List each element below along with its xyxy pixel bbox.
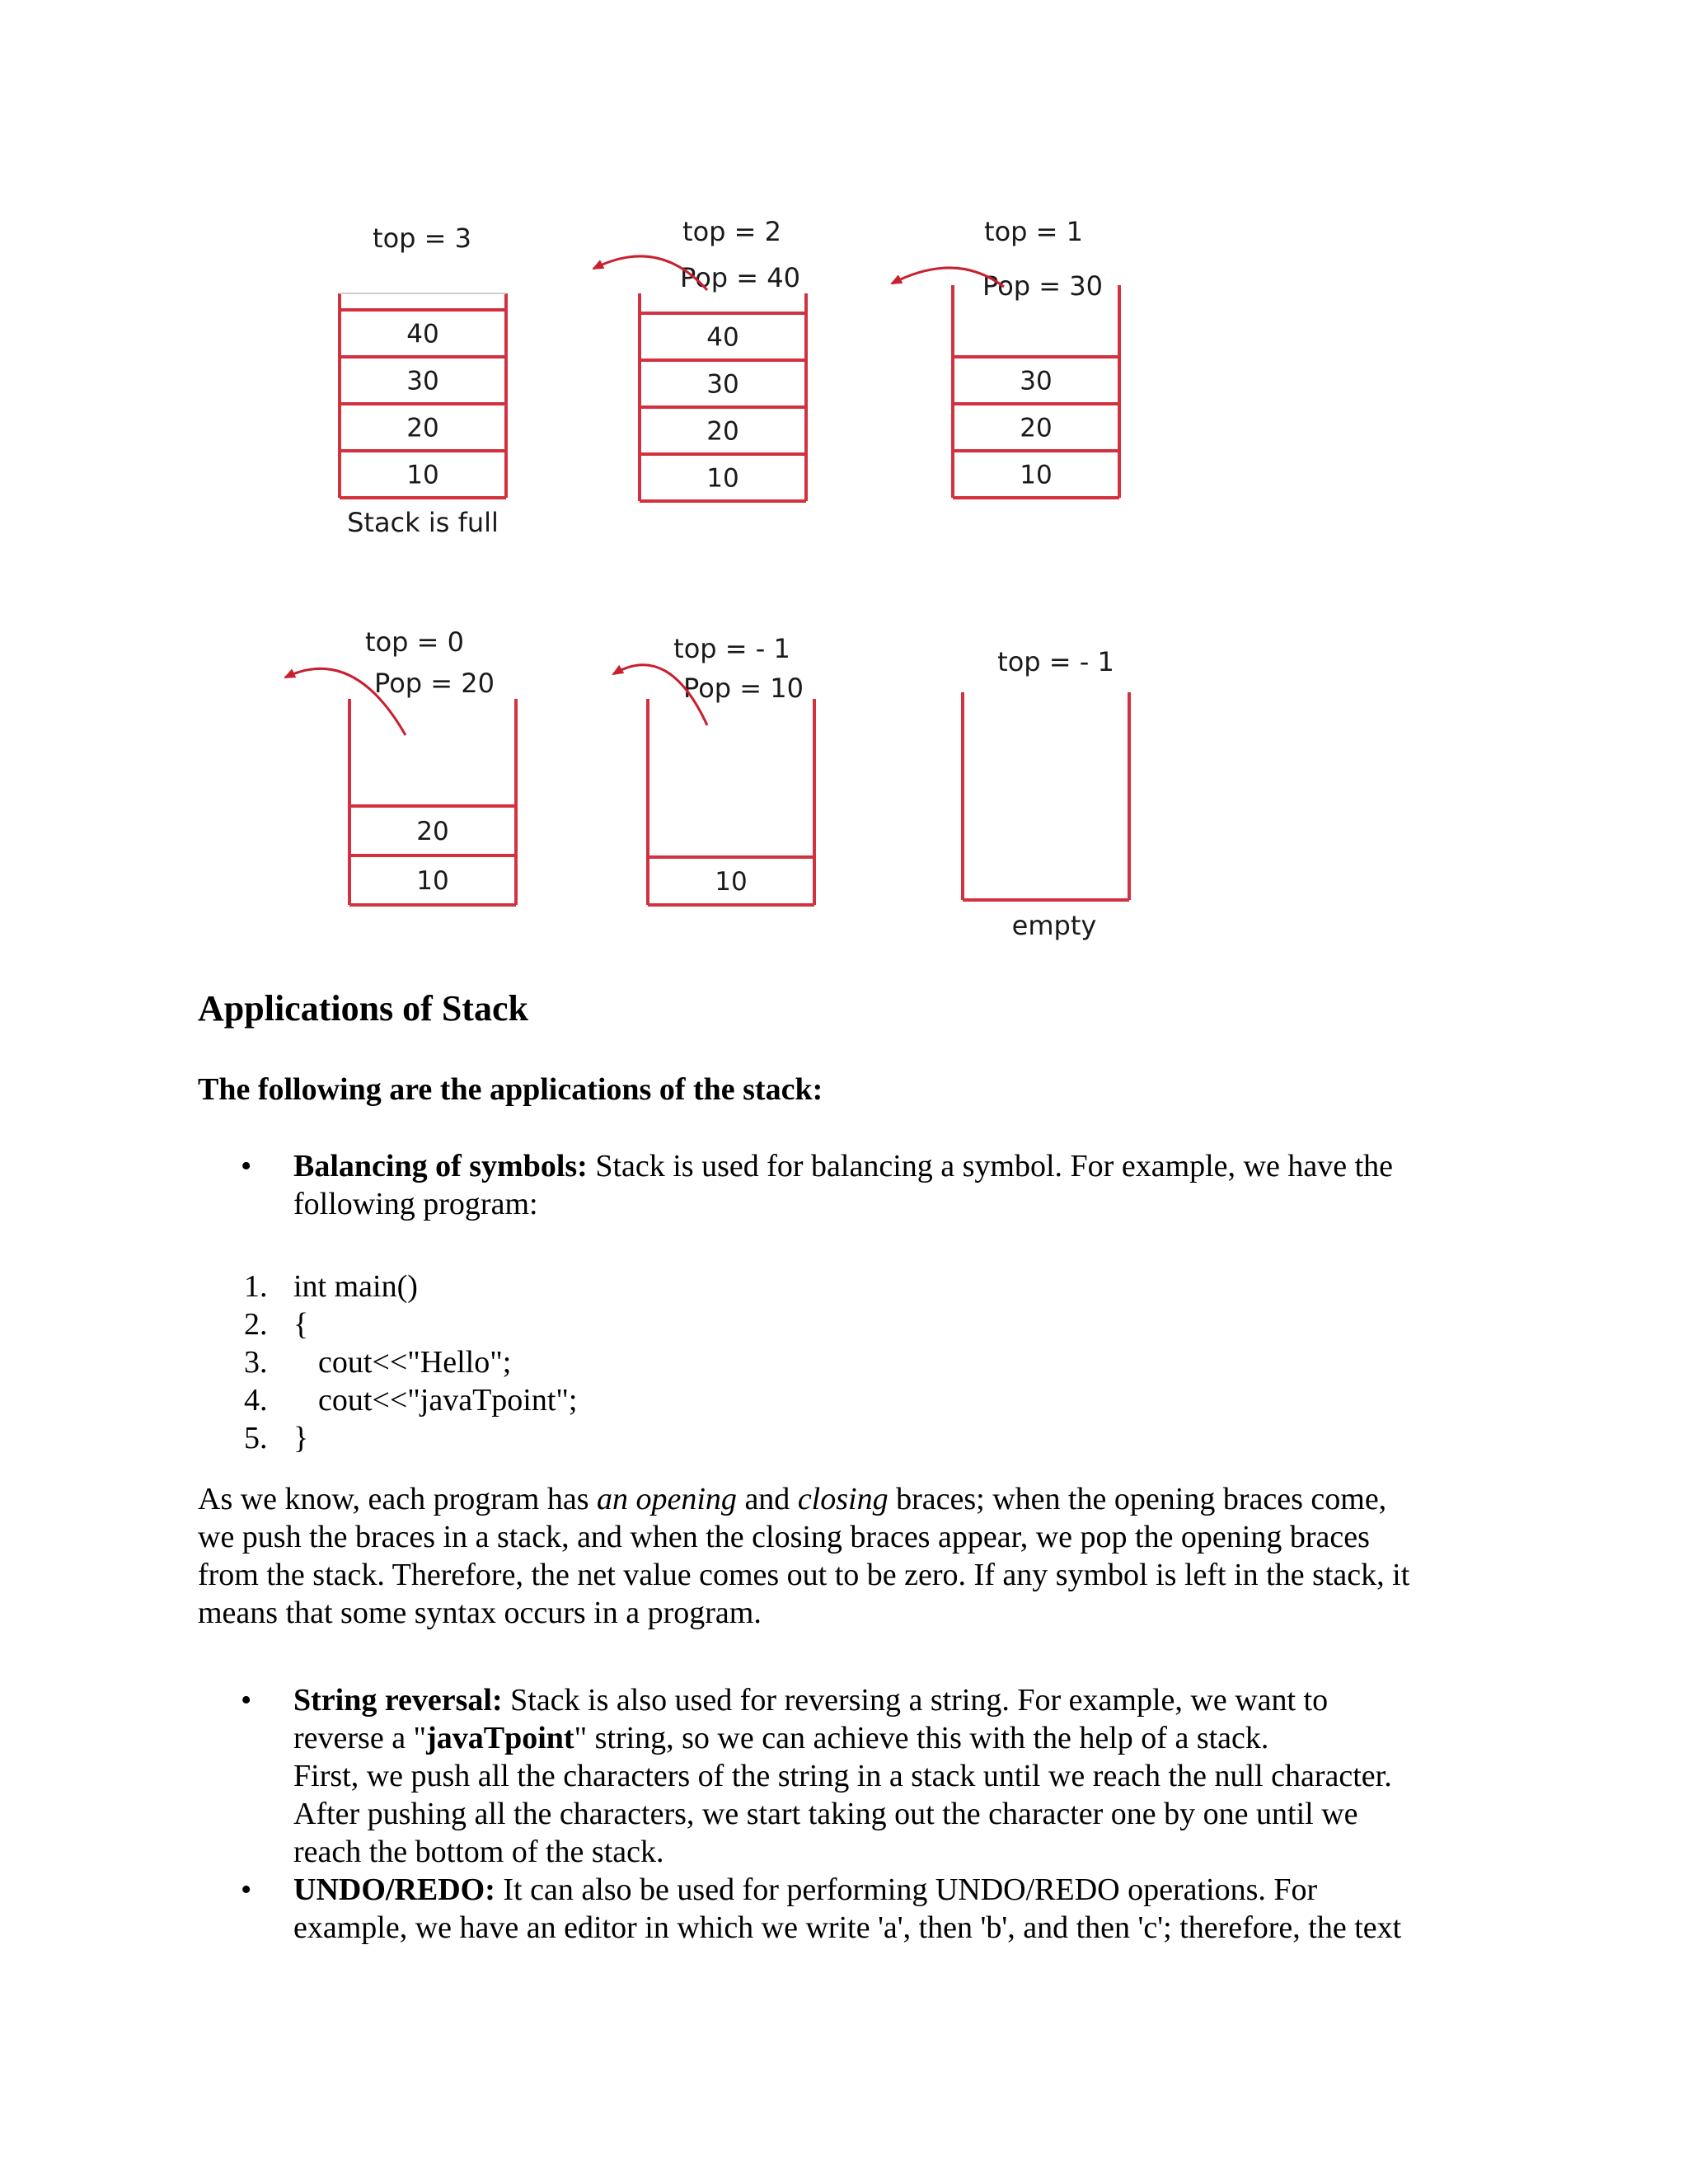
code-line-number: 3. — [244, 1345, 268, 1380]
code-line — [244, 1343, 577, 1381]
stack-1 — [340, 223, 506, 538]
bullet-text-line2: reverse a "javaTpoint" string, so we can achieve this with the help of a stack. — [293, 1721, 1269, 1755]
top-label: top = - 1 — [673, 633, 790, 664]
stack-caption: empty — [1011, 910, 1097, 941]
stack-pop-diagram — [0, 0, 1688, 972]
bullet-text: Stack is also used for reversing a string. For example, we want to — [502, 1683, 1329, 1718]
stack-cell-value: 30 — [406, 366, 439, 396]
intro-text: The following are the applications of the stack: — [198, 1072, 823, 1107]
bullet-marker: • — [241, 1149, 252, 1183]
code-line-number: 1. — [244, 1269, 268, 1304]
stack-cell-value: 10 — [706, 463, 739, 494]
code-line-text: cout<<"javaTpoint"; — [318, 1383, 578, 1418]
bullet-text-line2: following program: — [293, 1187, 538, 1221]
code-listing — [244, 1268, 577, 1457]
bullet-term: String reversal: — [293, 1683, 503, 1718]
code-line-number: 4. — [244, 1383, 268, 1418]
code-line — [244, 1381, 577, 1419]
stack-cell-value: 30 — [706, 369, 739, 400]
code-line-number: 2. — [244, 1307, 268, 1342]
bullet-marker: • — [241, 1683, 252, 1718]
pop-label: Pop = 30 — [982, 270, 1103, 302]
bullet-undo-redo — [293, 1871, 1579, 1947]
bullet-text-line3: First, we push all the characters of the string in a stack until we reach the null character. — [293, 1759, 1392, 1793]
paragraph-line: from the stack. Therefore, the net value comes out to be zero. If any symbol is left in the stack, it — [198, 1558, 1410, 1592]
code-line-text: cout<<"Hello"; — [318, 1345, 512, 1380]
code-line-text: } — [293, 1421, 309, 1455]
bullet-text-line2: example, we have an editor in which we write 'a', then 'b', and then 'c'; therefore, the text — [293, 1910, 1402, 1945]
bullet-balancing-symbols — [293, 1147, 1480, 1223]
code-line — [244, 1305, 577, 1343]
stack-cell-value: 30 — [1020, 366, 1053, 396]
stack-cell-value: 20 — [406, 413, 439, 443]
stack-cell-value: 20 — [706, 416, 739, 447]
stack-cell-value: 40 — [706, 322, 739, 353]
bullet-text-line4: After pushing all the characters, we start taking out the character one by one until we — [293, 1797, 1358, 1831]
bullet-text-line5: reach the bottom of the stack. — [293, 1835, 664, 1869]
stack-cell-value: 40 — [406, 319, 439, 349]
stack-cell-value: 20 — [1020, 413, 1053, 443]
code-line — [244, 1419, 577, 1457]
pop-label: Pop = 10 — [683, 673, 804, 704]
top-label: top = - 1 — [997, 646, 1114, 677]
paragraph-line: As we know, each program has an opening and closing braces; when the opening braces come, — [198, 1482, 1387, 1516]
top-label: top = 3 — [373, 223, 471, 254]
code-line-number: 5. — [244, 1421, 268, 1455]
stack-3 — [892, 216, 1119, 498]
stack-6 — [963, 646, 1129, 941]
code-line — [244, 1268, 577, 1305]
bullet-term: Balancing of symbols: — [293, 1149, 588, 1183]
bullet-marker: • — [241, 1872, 252, 1907]
pop-label: Pop = 40 — [680, 262, 800, 293]
stack-cell-value: 10 — [406, 460, 439, 490]
top-label: top = 0 — [365, 626, 464, 658]
stack-cell-value: 20 — [416, 817, 449, 846]
top-label: top = 1 — [984, 216, 1083, 247]
top-label: top = 2 — [682, 216, 781, 247]
code-line-text: int main() — [293, 1269, 418, 1304]
paragraph-line: we push the braces in a stack, and when the closing braces appear, we pop the opening braces — [198, 1520, 1370, 1554]
bullet-text: Stack is used for balancing a symbol. For example, we have the — [587, 1149, 1394, 1183]
stack-cell-value: 10 — [715, 867, 748, 897]
code-line-text: { — [293, 1307, 309, 1342]
stack-4 — [285, 626, 516, 905]
stack-cell-value: 10 — [1020, 460, 1053, 490]
bullet-text: It can also be used for performing UNDO/REDO operations. For — [495, 1872, 1318, 1907]
paragraph-line: means that some syntax occurs in a program. — [198, 1596, 762, 1630]
stack-cell-value: 10 — [416, 866, 449, 896]
bullet-term: UNDO/REDO: — [293, 1872, 495, 1907]
pop-label: Pop = 20 — [374, 668, 495, 699]
stack-caption: Stack is full — [347, 507, 499, 538]
bullet-string-reversal — [293, 1681, 1563, 1871]
section-heading: Applications of Stack — [198, 988, 528, 1029]
explanation-paragraph — [198, 1480, 1550, 1632]
stack-2 — [593, 216, 806, 501]
stack-5 — [613, 633, 814, 905]
